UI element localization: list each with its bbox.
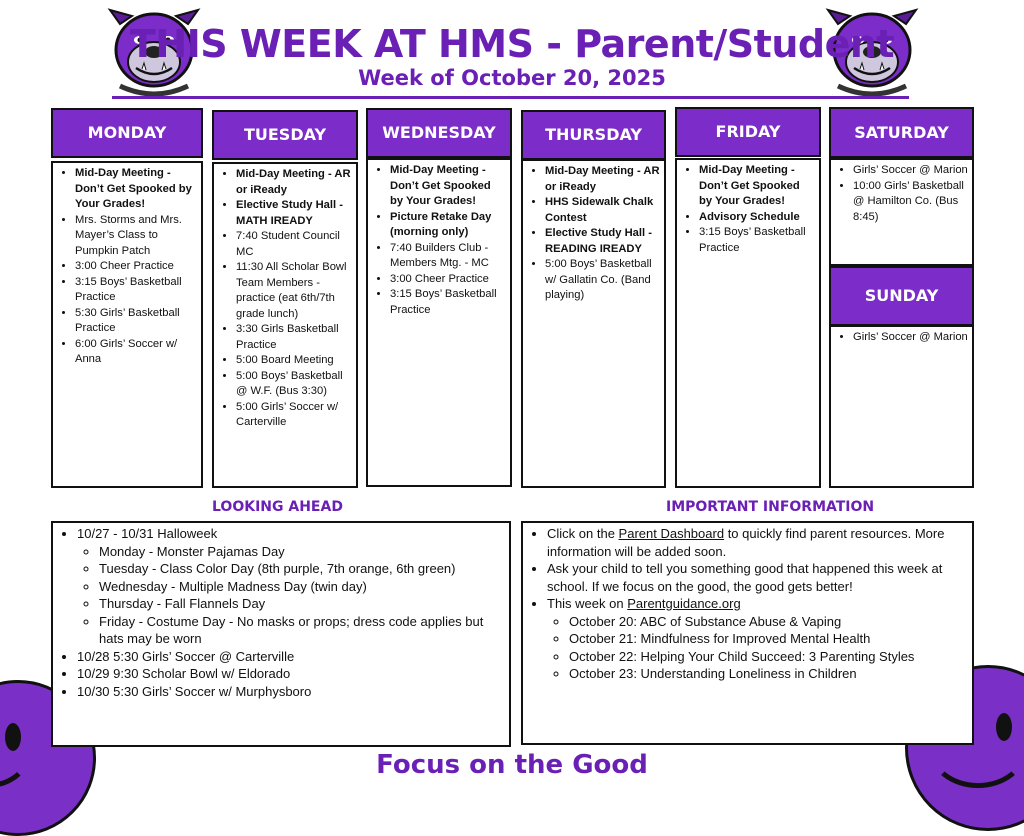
- list-item: [547, 595, 966, 683]
- day-label: SUNDAY: [864, 286, 939, 305]
- dashboard-prefix: Click on the: [547, 526, 615, 541]
- list-item: • 10/28 5:30 Girls’ Soccer @ Carterville: [77, 648, 503, 666]
- list-item: • Girls’ Soccer @ Marion: [853, 163, 968, 179]
- list-item: • 3:30 Girls Basketball Practice: [236, 322, 352, 353]
- list-item: • 5:00 Board Meeting: [236, 353, 352, 369]
- list-item: • 7:40 Student Council MC: [236, 229, 352, 260]
- list-item: ◦ October 23: Understanding Loneliness in Children: [569, 665, 966, 683]
- day-label: THURSDAY: [545, 125, 642, 144]
- list-item: • Mid-Day Meeting - Don’t Get Spooked by Your Grades!: [390, 163, 506, 210]
- looking-ahead-panel: [51, 521, 511, 747]
- footer-slogan: Focus on the Good: [376, 750, 648, 780]
- list-item: • Mid-Day Meeting - Don’t Get Spooked by Your Grades!: [75, 166, 197, 213]
- list-item: • Mid-Day Meeting - AR or iReady: [236, 167, 352, 198]
- list-item: • 3:15 Boys’ Basketball Practice: [75, 275, 197, 306]
- day-events-thursday: [521, 159, 666, 488]
- list-item: ◦ Monday - Monster Pajamas Day: [99, 543, 503, 561]
- day-header-friday: [675, 107, 821, 157]
- list-item: • Mid-Day Meeting - Don’t Get Spooked by Your Grades!: [699, 163, 815, 210]
- list-item: ◦ Tuesday - Class Color Day (8th purple, 7th orange, 6th green): [99, 560, 503, 578]
- list-item: • Advisory Schedule: [699, 210, 815, 226]
- list-item: ◦ October 22: Helping Your Child Succeed: 3 Parenting Styles: [569, 648, 966, 666]
- important-info-heading: IMPORTANT INFORMATION: [666, 499, 875, 515]
- day-header-thursday: [521, 110, 666, 160]
- list-item: [77, 525, 503, 648]
- list-item: • Girls’ Soccer @ Marion: [853, 330, 968, 346]
- day-header-tuesday: [212, 110, 358, 160]
- day-header-monday: [51, 108, 203, 158]
- list-item: • 5:00 Girls’ Soccer w/ Carterville: [236, 400, 352, 431]
- list-item: [547, 525, 966, 560]
- page-subtitle: Week of October 20, 2025: [358, 66, 666, 90]
- day-label: MONDAY: [87, 123, 167, 142]
- list-item: ◦ Thursday - Fall Flannels Day: [99, 595, 503, 613]
- day-header-sunday: [829, 266, 974, 326]
- list-item: • 3:15 Boys’ Basketball Practice: [390, 287, 506, 318]
- list-item: • 5:00 Boys’ Basketball @ W.F. (Bus 3:30): [236, 369, 352, 400]
- day-events-sunday: [829, 325, 974, 488]
- day-header-wednesday: [366, 108, 512, 158]
- day-events-friday: [675, 158, 821, 488]
- guidance-prefix: This week on: [547, 596, 624, 611]
- list-item: • 10:00 Girls’ Basketball @ Hamilton Co. (Bus 8:45): [853, 179, 968, 226]
- list-item: • Elective Study Hall - READING IREADY: [545, 226, 660, 257]
- list-item: • HHS Sidewalk Chalk Contest: [545, 195, 660, 226]
- day-label: SATURDAY: [854, 123, 949, 142]
- list-item: ◦ October 20: ABC of Substance Abuse & Vaping: [569, 613, 966, 631]
- day-header-saturday: [829, 107, 974, 158]
- list-item: • Picture Retake Day (morning only): [390, 210, 506, 241]
- list-item: ◦ Friday - Costume Day - No masks or props; dress code applies but hats may be worn: [99, 613, 503, 648]
- list-item: • 7:40 Builders Club - Members Mtg. - MC: [390, 241, 506, 272]
- list-item: ◦ October 21: Mindfulness for Improved Mental Health: [569, 630, 966, 648]
- page-title: THIS WEEK AT HMS - Parent/Student: [129, 22, 895, 66]
- day-label: FRIDAY: [715, 122, 781, 141]
- list-item: • 10/29 9:30 Scholar Bowl w/ Eldorado: [77, 665, 503, 683]
- list-item: • Mrs. Storms and Mrs. Mayer’s Class to Pumpkin Patch: [75, 213, 197, 260]
- day-events-monday: [51, 161, 203, 488]
- list-item: • 10/30 5:30 Girls’ Soccer w/ Murphysboro: [77, 683, 503, 701]
- list-item: • 6:00 Girls’ Soccer w/ Anna: [75, 337, 197, 368]
- list-item: • 5:30 Girls’ Basketball Practice: [75, 306, 197, 337]
- day-events-tuesday: [212, 162, 358, 488]
- list-item: • 11:30 All Scholar Bowl Team Members - practice (eat 6th/7th grade lunch): [236, 260, 352, 322]
- parent-dashboard-link[interactable]: Parent Dashboard: [618, 526, 725, 541]
- list-item: • Mid-Day Meeting - AR or iReady: [545, 164, 660, 195]
- title-divider: [112, 96, 909, 99]
- list-item: • 3:00 Cheer Practice: [75, 259, 197, 275]
- list-item: ◦ Wednesday - Multiple Madness Day (twin day): [99, 578, 503, 596]
- day-label: WEDNESDAY: [382, 123, 496, 142]
- list-item: • 3:00 Cheer Practice: [390, 272, 506, 288]
- day-events-wednesday: [366, 158, 512, 487]
- important-info-panel: [521, 521, 974, 745]
- list-item: • 5:00 Boys’ Basketball w/ Gallatin Co. (Band playing): [545, 257, 660, 304]
- list-item: • Ask your child to tell you something good that happened this week at school. If we focus on the good, the good gets better!: [547, 560, 966, 595]
- list-item: • 3:15 Boys’ Basketball Practice: [699, 225, 815, 256]
- day-label: TUESDAY: [243, 125, 327, 144]
- day-events-saturday: [829, 158, 974, 266]
- looking-ahead-heading: LOOKING AHEAD: [212, 499, 343, 515]
- parentguidance-link[interactable]: Parentguidance.org: [627, 596, 741, 611]
- list-item: • Elective Study Hall - MATH IREADY: [236, 198, 352, 229]
- dashboard-suffix: to quickly find parent resources. More information will be added soon.: [547, 526, 945, 559]
- halloweek-title: 10/27 - 10/31 Halloweek: [77, 526, 218, 541]
